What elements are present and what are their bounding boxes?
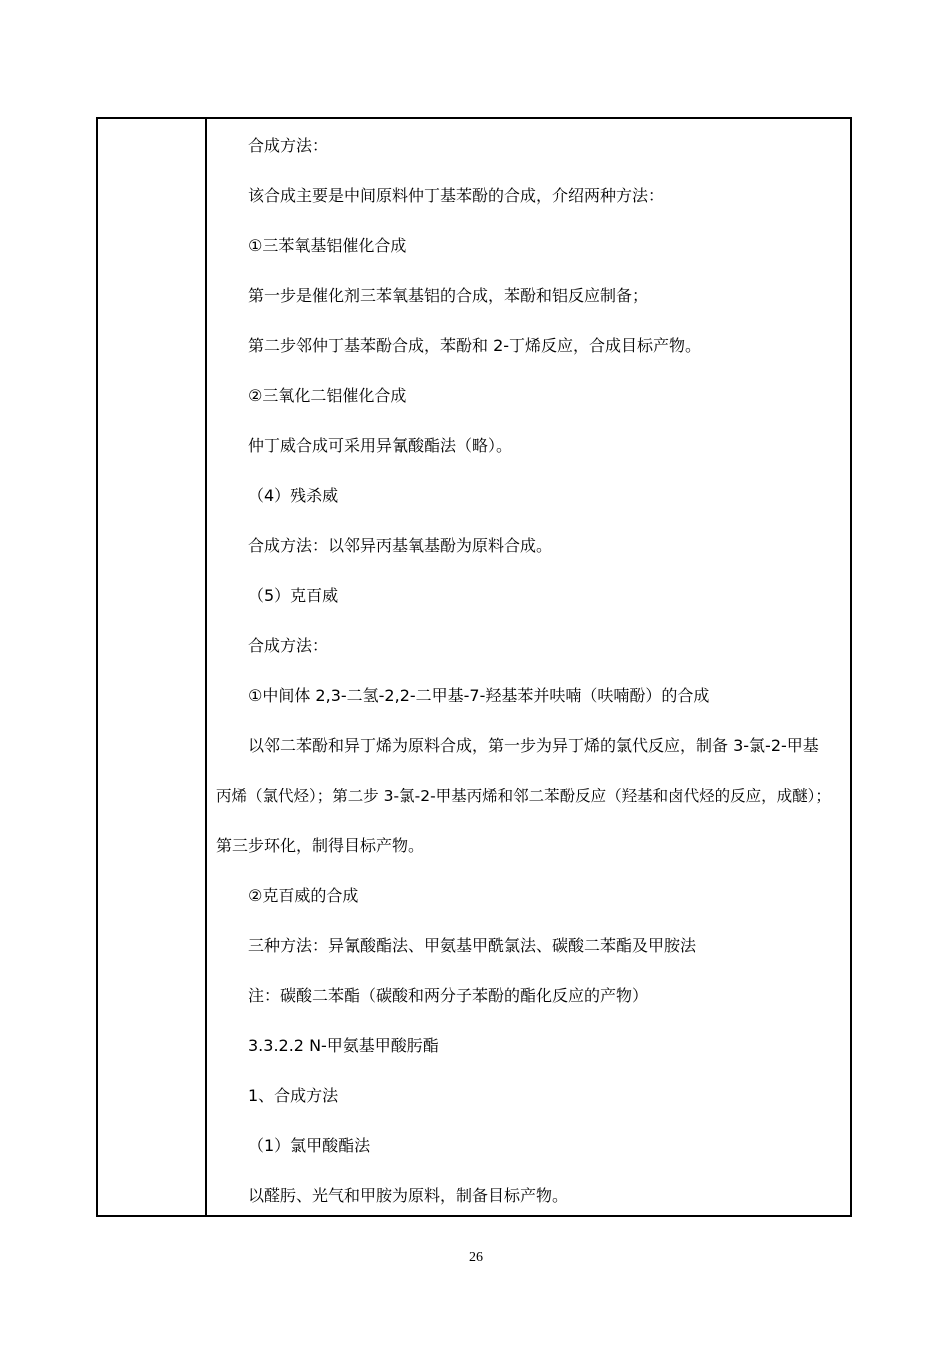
- text-line: 丙烯（氯代烃）；第二步 3-氯-2-甲基丙烯和邻二苯酚反应（羟基和卤代烃的反应，成醚）；: [216, 787, 831, 805]
- text-line: ①三苯氧基铝催化合成: [248, 236, 407, 255]
- text-line: 合成方法：: [248, 636, 329, 655]
- text-line: 第三步环化，制得目标产物。: [216, 836, 425, 855]
- text-line: 以醛肟、光气和甲胺为原料，制备目标产物。: [248, 1186, 569, 1205]
- text-line: 第一步是催化剂三苯氧基铝的合成，苯酚和铝反应制备；: [248, 286, 649, 305]
- text-line: 1、合成方法: [248, 1086, 339, 1105]
- content-table: [96, 117, 852, 1217]
- text-line: 注：碳酸二苯酯（碳酸和两分子苯酚的酯化反应的产物）: [248, 986, 649, 1005]
- column-divider: [205, 117, 207, 1217]
- text-line: （1）氯甲酸酯法: [248, 1136, 371, 1155]
- text-line: 以邻二苯酚和异丁烯为原料合成，第一步为异丁烯的氯代反应，制备 3-氯-2-甲基: [248, 736, 819, 755]
- text-line: 合成方法：: [248, 136, 329, 155]
- text-line: ②克百威的合成: [248, 886, 359, 905]
- text-line: ①中间体 2,3-二氢-2,2-二甲基-7-羟基苯并呋喃（呋喃酚）的合成: [248, 686, 710, 705]
- text-line: 第二步邻仲丁基苯酚合成，苯酚和 2-丁烯反应，合成目标产物。: [248, 336, 702, 355]
- text-line: （5）克百威: [248, 586, 339, 605]
- section-heading: 3.3.2.2 N-甲氨基甲酸肟酯: [248, 1036, 439, 1055]
- text-line: 三种方法：异氰酸酯法、甲氨基甲酰氯法、碳酸二苯酯及甲胺法: [248, 936, 697, 955]
- text-line: ②三氧化二铝催化合成: [248, 386, 407, 405]
- text-line: 仲丁威合成可采用异氰酸酯法（略）。: [248, 436, 513, 455]
- text-line: 该合成主要是中间原料仲丁基苯酚的合成，介绍两种方法：: [248, 186, 665, 205]
- text-line: （4）残杀威: [248, 486, 339, 505]
- page-number: 26: [469, 1250, 483, 1265]
- text-line: 合成方法：以邻异丙基氧基酚为原料合成。: [248, 536, 553, 555]
